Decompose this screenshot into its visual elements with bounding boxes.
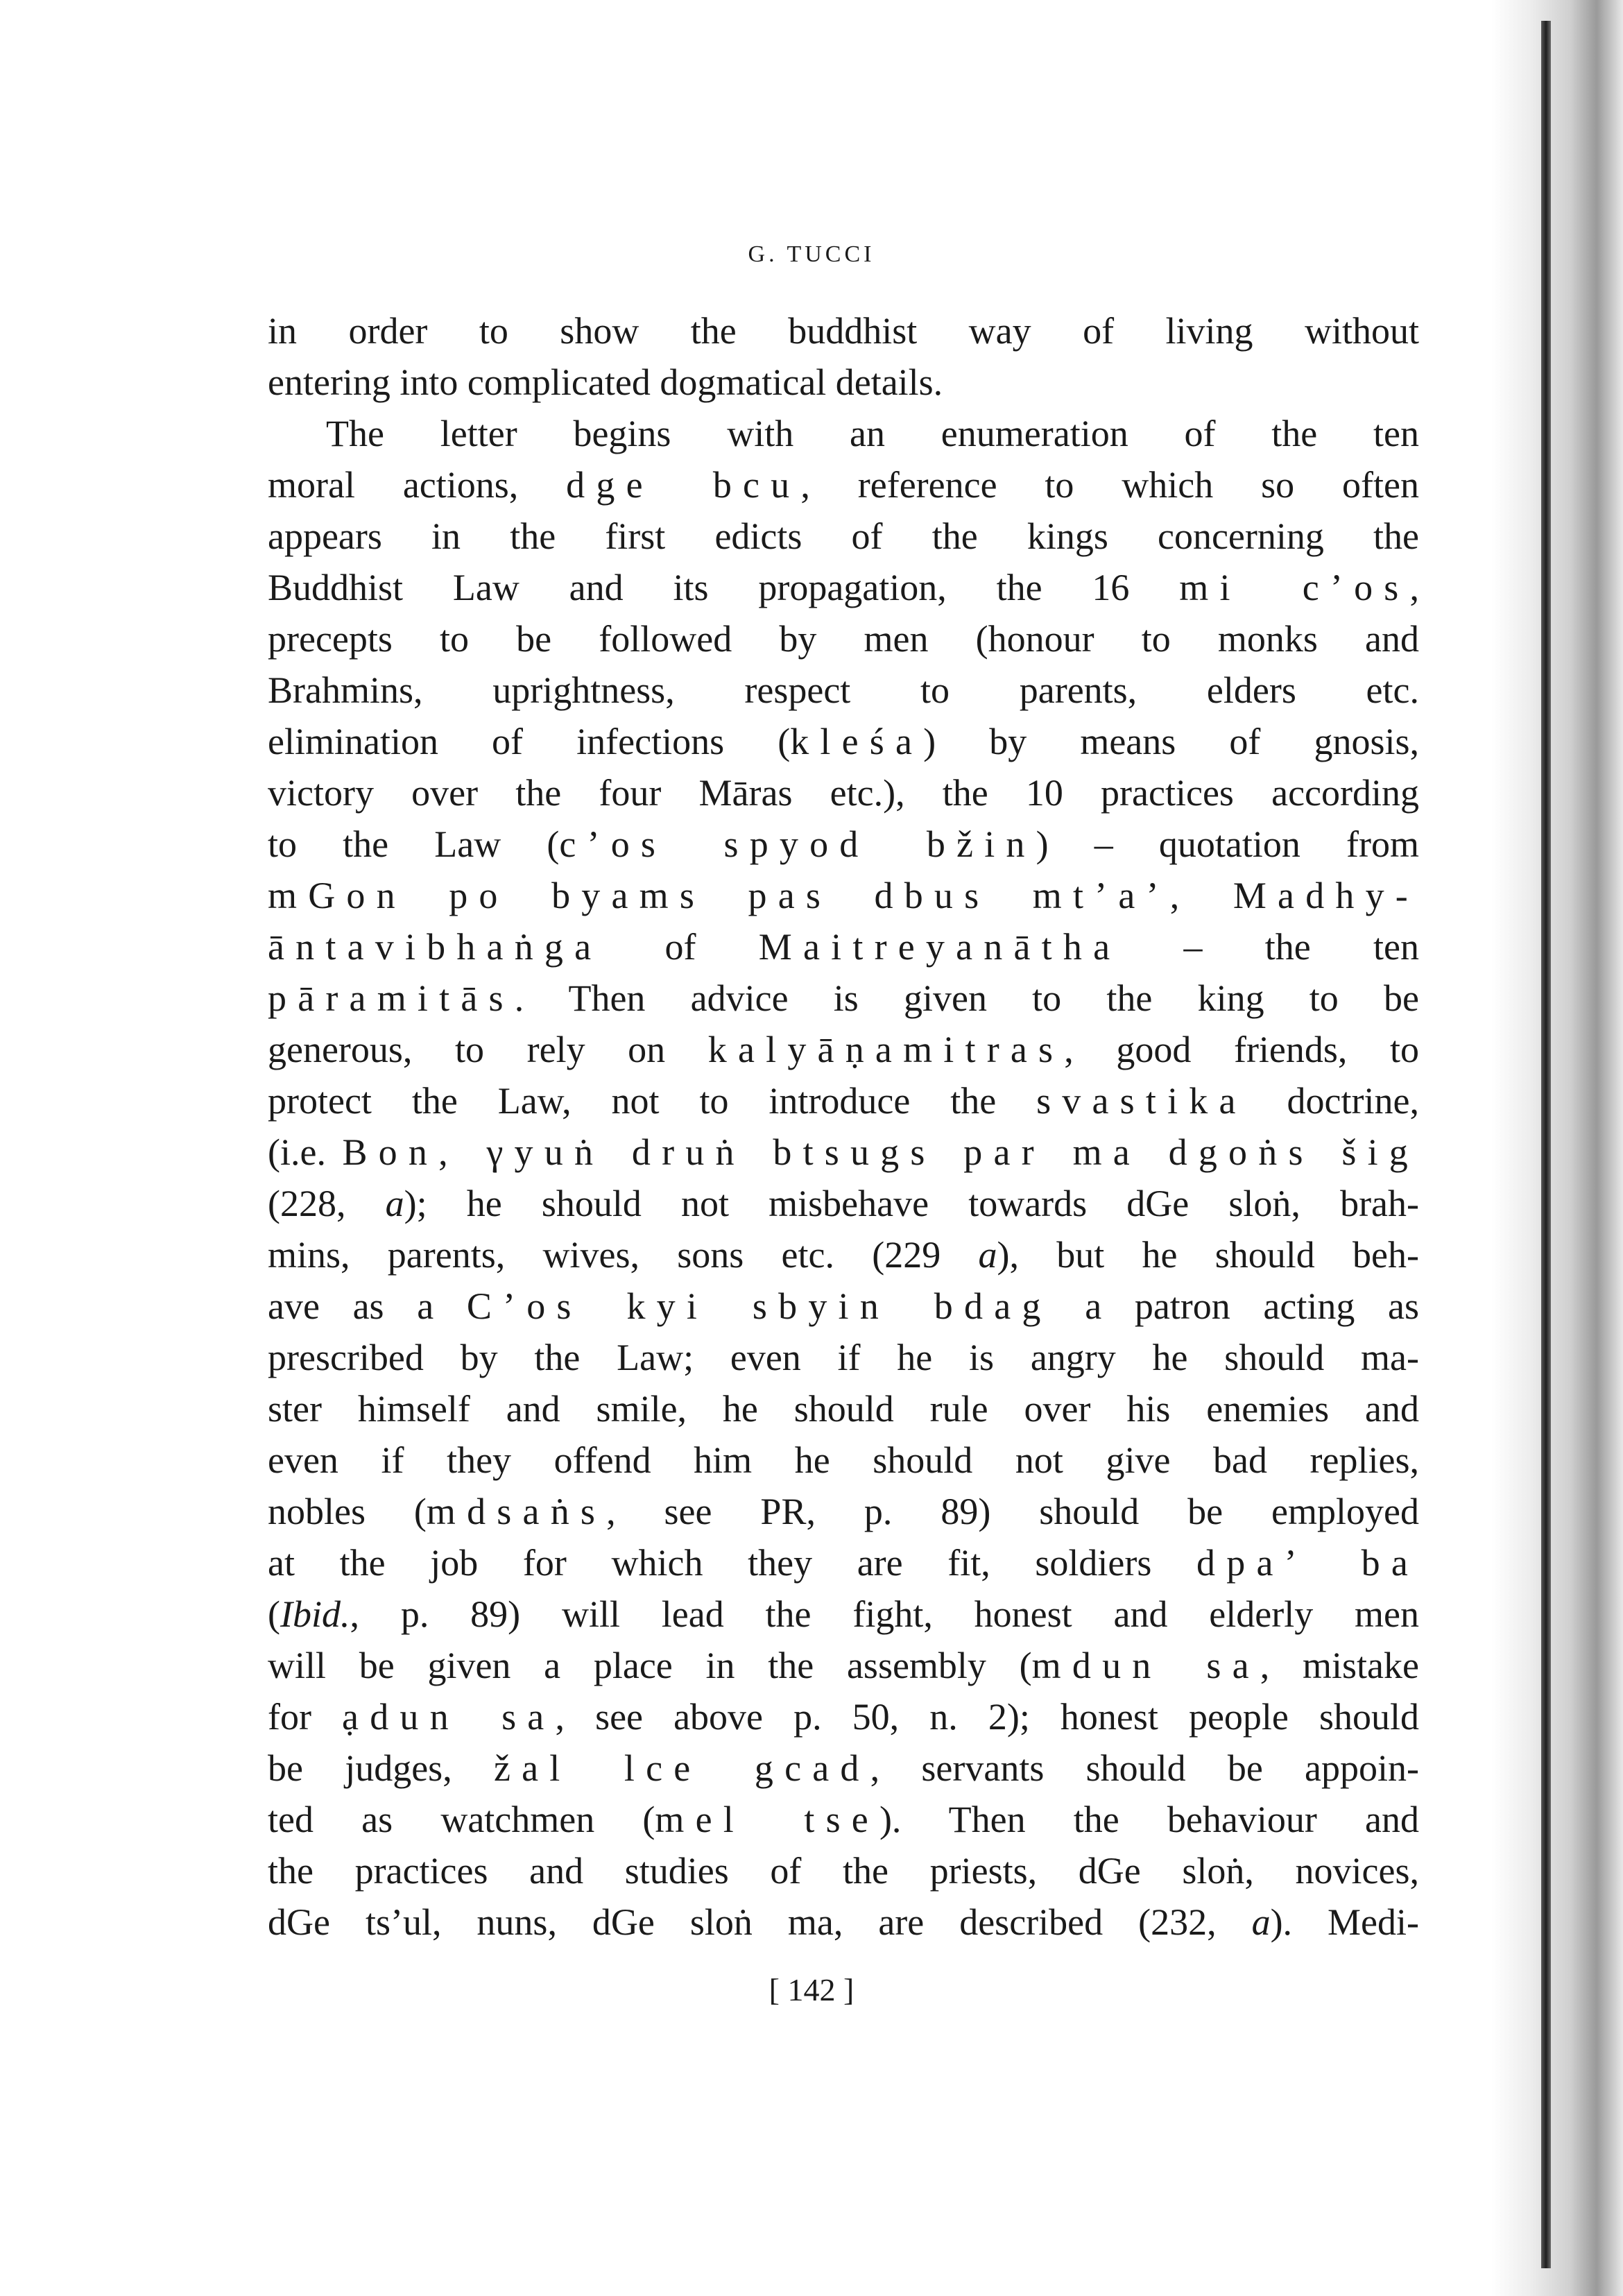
text-line: will be given a place in the assembly (mdun sa, mistake bbox=[268, 1645, 1419, 1686]
text-line: āntavibhaṅga of Maitreyanātha – the ten bbox=[268, 926, 1419, 968]
text-line: even if they offend him he should not give bad replies, bbox=[268, 1439, 1419, 1481]
page-number: [ 142 ] bbox=[768, 1972, 855, 2007]
text-line: dGe ts’ul, nuns, dGe sloṅ ma, are described (232, a). Medi- bbox=[268, 1901, 1419, 1943]
text-line: to the Law (c’os spyod bžin) – quotation from bbox=[268, 823, 1420, 865]
text-line: for ạdun sa, see above p. 50, n. 2); honest people should bbox=[268, 1696, 1419, 1738]
text-line: (Ibid., p. 89) will lead the fight, honest and elderly men bbox=[268, 1593, 1419, 1635]
text-line: ave as a C’os kyi sbyin bdag a patron acting as bbox=[268, 1285, 1419, 1327]
text-line: elimination of infections (kleśa) by means of gnosis, bbox=[268, 721, 1420, 762]
text-line: victory over the four Māras etc.), the 10 practices according bbox=[268, 772, 1419, 814]
text-line: the practices and studies of the priests, dGe sloṅ, novices, bbox=[268, 1850, 1419, 1892]
text-line: entering into complicated dogmatical details. bbox=[268, 361, 943, 403]
text-line: Brahmins, uprightness, respect to parents, elders etc. bbox=[268, 669, 1419, 711]
running-head: G. TUCCI bbox=[748, 241, 875, 267]
text-line: ster himself and smile, he should rule over his enemies and bbox=[268, 1388, 1419, 1430]
text-line: be judges, žal lce gcad, servants should be appoin- bbox=[268, 1747, 1419, 1789]
binding-shadow bbox=[1491, 0, 1623, 2296]
text-line: prescribed by the Law; even if he is angry he should ma- bbox=[268, 1337, 1419, 1378]
body-text bbox=[268, 305, 1419, 1948]
text-line: Buddhist Law and its propagation, the 16 mi c’os, bbox=[268, 567, 1419, 608]
text-line: The letter begins with an enumeration of the ten bbox=[326, 413, 1419, 454]
text-line: protect the Law, not to introduce the svastika doctrine, bbox=[268, 1080, 1419, 1122]
text-line: at the job for which they are fit, soldiers dpa’ ba bbox=[268, 1542, 1420, 1584]
text-line: (i.e. Bon, γyuṅ druṅ btsugs par ma dgoṅs šig bbox=[268, 1131, 1419, 1173]
text-line: generous, to rely on kalyāṇamitras, good friends, to bbox=[268, 1029, 1420, 1070]
text-line: moral actions, dge bcu, reference to which so often bbox=[268, 464, 1419, 506]
text-line: mGon po byams pas dbus mt’a’, Madhy- bbox=[268, 875, 1419, 916]
text-line: appears in the first edicts of the kings concerning the bbox=[268, 515, 1419, 557]
text-line: mins, parents, wives, sons etc. (229 a), but he should beh- bbox=[268, 1234, 1420, 1276]
text-line: nobles (mdsaṅs, see PR, p. 89) should be employed bbox=[268, 1491, 1419, 1532]
text-line: (228, a); he should not misbehave towards dGe sloṅ, brah- bbox=[268, 1183, 1419, 1224]
text-line: ted as watchmen (mel tse). Then the behaviour and bbox=[268, 1799, 1420, 1840]
gutter-line bbox=[1541, 21, 1551, 2268]
text-line: pāramitās. Then advice is given to the king to be bbox=[268, 977, 1419, 1019]
text-line: precepts to be followed by men (honour to monks and bbox=[268, 618, 1419, 660]
text-line: in order to show the buddhist way of living without bbox=[268, 310, 1419, 352]
